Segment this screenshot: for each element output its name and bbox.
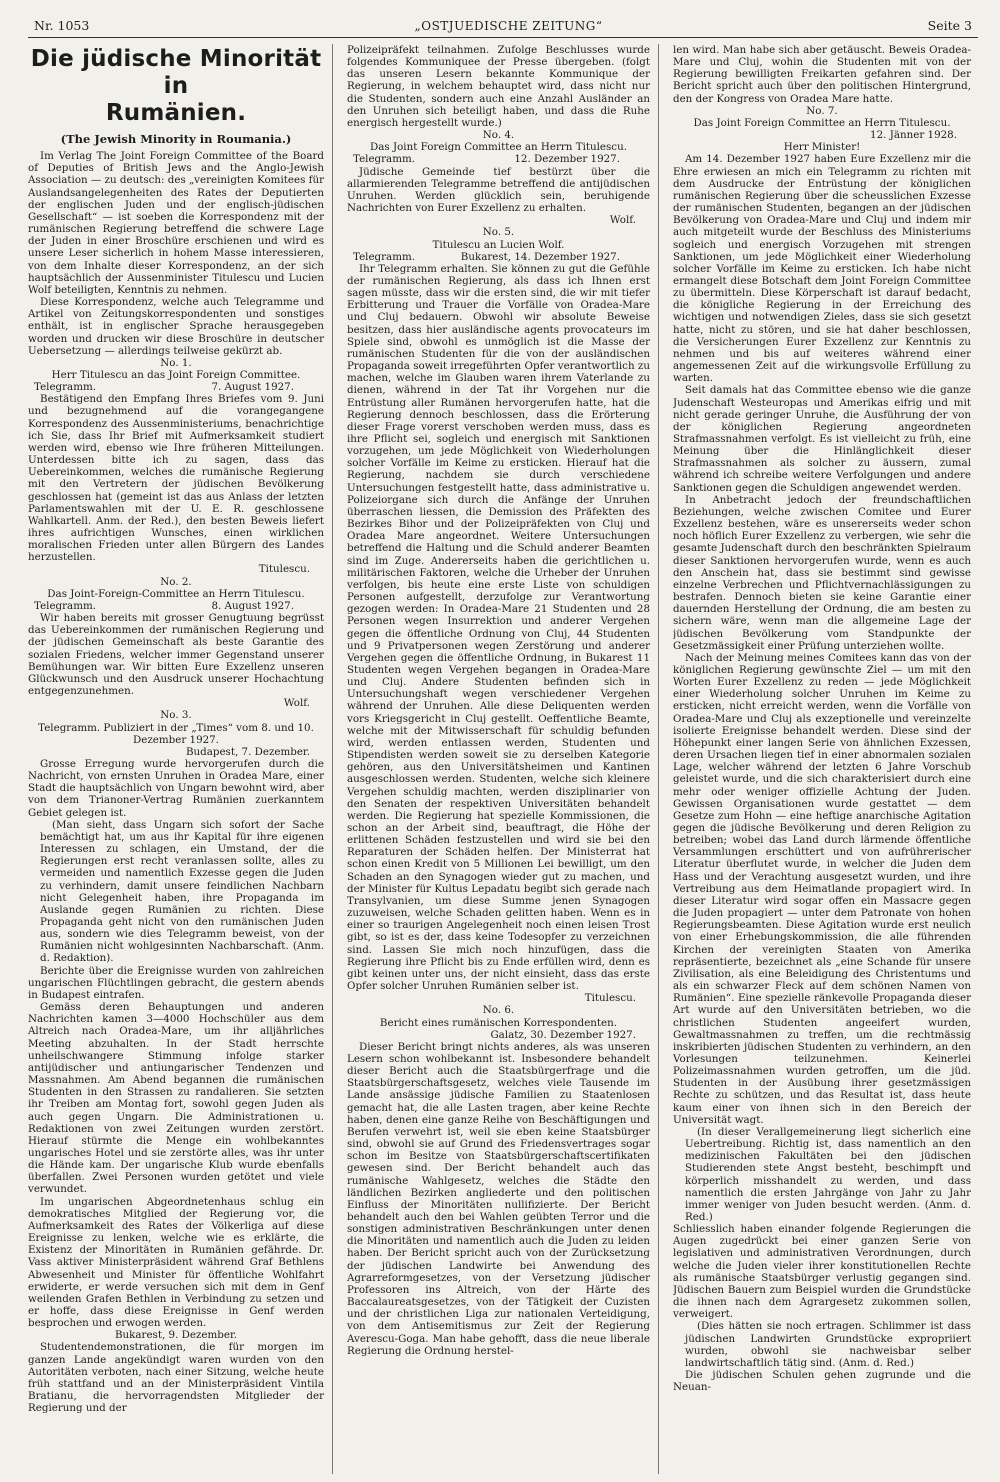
telegram-line	[28, 600, 324, 612]
paragraph: Polizeipräfekt teilnahmen. Zufolge Beschlusses wurde folgendes Kommuniquee der Presse übergeben. (folgt das unseren Lesern bekannte Kommunique der Regierung, in welchem behauptet wird, dass nicht nur die Studenten, sondern auch eine Anzahl Ausländer an den Unruhen sich beteiligt haben, und dass die Ruhe energisch hergestellt wurde.)	[347, 44, 650, 129]
dateline: 12. Jänner 1928.	[870, 129, 957, 142]
article-columns	[28, 44, 978, 1474]
paragraph: Dieser Bericht bringt nichts anderes, als was unseren Lesern schon wohlbekannt ist. Insbesondere behandelt dieser Bericht auch die Staatsbürgerfrage und die Staatsbürgerschaftsgesetz, welches viele Tausende im Lande ansässige jüdische Familien zu Staatenlosen gemacht hat, die alle Lasten tragen, aber keine Rechte haben, denen eine ganze Reihe von Beschäftigungen und Berufen verwehrt ist, weil sie eben keine Staatsbürger sind, obwohl sie auf Grund des Friedensvertrages sogar schon im Besitze von Staatsbürgerschaftscertifikaten gewesen sind. Der Bericht behandelt auch das rumänische Wahlgesetz, welches die Städte den ländlichen Bezirken angliederte und den politischen Einfluss der Minoritäten nullifizierte. Der Bericht behandelt auch den bei Wahlen geübten Terror und die sonstigen administrativen Beschränkungen unter denen die Minoritäten und namentlich auch die Juden zu leiden haben. Der Bericht spricht auch von der Zurücksetzung der jüdischen Landwirte bei Anwendung des Agrarreformgesetzes, von der Versetzung jüdischer Professoren ins Altreich, von der Härte des Baccalaureatsgesetzes, von der Tätigkeit der Cuzisten und der christlichen Liga zur nationalen Verteidigung, von dem Antisemitismus zur Zeit der Regierung Averescu-Goga. Man habe gehofft, dass die neue liberale Regierung die Ordnung herstel-	[347, 1040, 650, 1357]
paragraph: Nach der Meinung meines Comitees kann das von der königlichen Regierung gewünschte Ziel — um mit den Worten Eurer Exzellenz zu reden — jede Möglichkeit einer Wiederholung solcher Unruhen im Keime zu ersticken, nicht erreicht werden, wenn die Vorfälle von Oradea-Mare und Cluj als exzeptionelle und vereinzelte isolierte Ereignisse behandelt werden. Diese sind der Höhepunkt einer langen Serie von ähnlichen Exzessen, deren Ursachen liegen tief in einer abnormalen sozialen Lage, welcher während der letzten 6 Jahre Vorschub geleistet wurde, und die sich charakterisiert durch eine mehr oder weniger offizielle Achtung der Juden. Gewissen Organisationen wurde gestattet — dem Gesetze zum Hohn — eine heftige anarchische Agitation gegen die jüdische Bevölkerung und deren Religion zu betreiben; wobei das Land durch lärmende öffentliche Versammlungen erschüttert und von aufrührerischer Literatur überflutet wurde, in welcher die Juden dem Hass und der Verachtung ausgesetzt wurden, und ihre Vertreibung aus dem Heimatlande propagiert wird. In dieser Literatur wird sogar offen ein Massacre gegen die Juden propagiert — unter dem Patronate von hohen Regierungsbeamten. Diese Agitation wurde erst neulich von einer Erhebungskommission, die alle führenden Kirchen der vereinigten Staaten von Amerika repräsentierte, bezeichnet als „eine Schande für unsere Zivilisation, als eine Beleidigung des Christentums und als ein schwarzer Fleck auf dem schönen Namen von Rumänien“. Eine spezielle ränkevolle Propaganda dieser Art wurde auf den Universitäten betrieben, wo die christlichen Studenten angeeifert wurden, Gewaltmassnahmen zu treffen, um die rechtmässig inskribierten jüdischen Studenten zu verhindern, an den Vorlesungen teilzunehmen. Keinerlei Polizeimassnahmen wurden getroffen, um die jüd. Studenten in der Ausübung ihrer gesetzmässigen Rechte zu schützen, und das Resultat ist, dass heute kaum einer von ihnen sich in den Bereich der Universität wagt.	[673, 651, 971, 1126]
paragraph: Seit damals hat das Committee ebenso wie die ganze Judenschaft Westeuropas und Amerikas eifrig und mit nicht gerade geringer Unruhe, die Ausführung der von der königlichen Regierung angeordneten Strafmassnahmen verfolgt. Es ist vielleicht zu früh, eine Meinung über die Hinlänglichkeit dieser Strafmassnahmen als solcher zu äussern, zumal während ich schreibe weitere Verfolgungen und andere Sanktionen gegen die Schuldigen angewendet werden.	[673, 384, 971, 494]
paragraph: Ihr Telegramm erhalten. Sie können zu gut die Gefühle der rumänischen Regierung, als dass ich Ihnen erst sagen müsste, dass wir die ersten sind, die wir mit tiefer Erbitterung und Trauer die Vorfälle von Oradea-Mare und Cluj bedauern. Obwohl wir absolute Beweise besitzen, dass hier ausländische agents provocateurs im Spiele sind, obwohl es unmöglich ist die Masse der rumänischen Studenten für die von der ausländischen Propaganda soweit irregeführten Opfer verantwortlich zu machen, welche im Glauben waren ihrem Vaterlande zu dienen, während in der Tat ihr Vorgehen nur die Entrüstung aller Rumänen hervorgerufen hatte, hat die Regierung dennoch beschlossen, dass die Erörterung dieser Frage vorerst verschoben werden muss, dass es ihre Pflicht sei, sogleich und energisch mit Sanktionen vorzugehen, um jede Möglichkeit von Wiederholungen solcher Vorfälle im Keime zu ersticken. Hierauf hat die Regierung, nachdem sie durch verschiedene Untersuchungen festgestellt hatte, dass administrative u. Polizeiorgane sich durch die Anfänge der Unruhen überraschen liessen, die Demission des Präfekten des Bezirkes Bihor und der Polizeipräfekten von Cluj und Oradea Mare angeordnet. Weitere Untersuchungen betreffend die Haltung und die Schuld anderer Beamten sind im Zuge. Andererseits haben die gerichtlichen u. militärischen Faktoren, welche die Urheber der Unruhen verfolgen, bis heute eine erste Liste von schuldigen Personen aufgestellt, derzufolge zur Verantwortung gezogen werden: In Oradea-Mare 21 Studenten und 28 Personen wegen Insurrektion und anderer Vergehen gegen die öffentliche Ordnung von Cluj, 44 Studenten und 9 Privatpersonen wegen Zerstörung und anderer Vergehen gegen die öffentliche Ordnung, in Bukarest 11 Studenten wegen Vergehen begangen in Oradea-Mare und Cluj. Andere Studenten befinden sich in Untersuchungshaft wegen verschiedener Vergehen während der Unruhen. Alle diese Deliquenten werden vors Kriegsgericht in Cluj gestellt. Oeffentliche Beamte, welche mit der Mitwisserschaft für schuldig befunden wird, werden entlassen werden, Studenten und Stipendisten werden soweit sie zu derselben Kategorie gehören, aus den Universitätsheimen und Kantinen ausgeschlossen werden. Studenten, welche sich kleinere Vergehen schuldig machten, werden disziplinarier von den Senaten der respektiven Universitäten behandelt werden. Die Regierung hat spezielle Kommissionen, die schon an der Arbeit sind, beauftragt, die Höhe der erlittenen Schäden festzustellen und wird sie bei den Reparaturen der Schäden helfen. Der Ministerrat hat schon einen Kredit von 5 Millionen Lei bewilligt, um den Schaden an den Synagogen wieder gut zu machen, und der Minister für Kultus Lepadatu begibt sich gerade nach Transylvanien, um diese Summe jenen Synagogen zuzuweisen, welche Schaden gelitten haben. Wenn es in einer so traurigen Angelegenheit noch einen leisen Trost gibt, so ist es der, dass keine Todesopfer zu verzeichnen sind. Lassen Sie mich noch hinzufügen, dass die Regierung ihre Pflicht bis zu Ende erfüllen wird, denn es gibt keinen unter uns, der nicht einsieht, dass das erste Opfer solcher Unruhen Rumänien selber ist.	[347, 262, 650, 993]
section-heading: Das Joint-Foreign-Committee an Herrn Titulescu.	[47, 587, 305, 600]
column-2	[347, 44, 659, 1474]
column-3	[673, 44, 971, 1474]
telegram-date: Bukarest, 14. Dezember 1927.	[460, 250, 620, 263]
newspaper-name: „OSTJUEDISCHE ZEITUNG“	[414, 19, 603, 33]
paragraph: Wir haben bereits mit grosser Genugtuung begrüsst das Uebereinkommen der rumänischen Regierung und der jüdischen Gemeinschaft als beste Garantie des sozialen Friedens, welcher immer Gegenstand unserer Bemühungen war. Wir bitten Eure Exzellenz unseren Glückwunsch und den Ausdruck unserer Hochachtung entgegenzunehmen.	[28, 612, 324, 698]
paragraph: Grosse Erregung wurde hervorgerufen durch die Nachricht, von ernsten Unruhen in Oradea Mare, einer Stadt die hauptsächlich von Ungarn bewohnt wird, aber von dem Trianoner-Vertrag Rumänien zuerkanntem Gebiet gelegen ist.	[28, 757, 324, 819]
signature: Titulescu.	[584, 992, 636, 1005]
telegram-date: 7. August 1927.	[211, 381, 294, 394]
paragraph: len wird. Man habe sich aber getäuscht. Beweis Oradea-Mare und Cluj, wohin die Studenten mit von der Regierung bewilligten Freikarten gefahren sind. Der Bericht spricht auch über den politischen Hintergrund, den der Kongress von Oradea Mare hatte.	[673, 44, 971, 105]
section-heading: Das Joint Foreign Committee an Herrn Titulescu.	[370, 141, 627, 154]
section-heading: Titulescu an Lucien Wolf.	[432, 238, 565, 251]
editor-note: (Dies hätten sie noch ertragen. Schlimmer ist dass jüdischen Landwirten Grundstücke expropriiert wurden, obwohl sie nachweisbar selber landwirtschaftlich tätig sind. (Anm. d. Red.)	[685, 1320, 971, 1369]
page-number: Seite 3	[927, 18, 972, 33]
section-heading: Herr Titulescu an das Joint Foreign Committee.	[51, 368, 301, 381]
paragraph: Diese Korrespondenz, welche auch Telegramme und Artikel von Zeitungskorrespondenten und sonstiges enthält, ist in englischer Sprache herausgegeben worden und drucken wir diese Broschüre in deutscher Uebersetzung — allerdings teilweise gekürzt ab.	[28, 296, 324, 357]
telegram-line	[347, 251, 650, 263]
paragraph: Im ungarischen Abgeordnetenhaus schlug ein demokratisches Mitglied der Regierung vor, die Aufmerksamkeit des Rates der Völkerliga auf diese Ereignisse zu lenken, welche wie es erklärte, die Existenz der Minoritäten in Rumänien gefährde. Dr. Vass aktiver Ministerpräsident während Graf Bethlens Abwesenheit und Minister für öffentliche Wohlfahrt erwiderte, er werde versuchen sich mit dem in Genf weilenden Grafen Bethlen in Verbindung zu setzen und er hoffe, dass diese Ereignisse in Genf werden besprochen und erwogen werden.	[28, 1195, 324, 1330]
section-number: No. 7.	[806, 104, 838, 117]
paragraph: In Anbetracht jedoch der freundschaftlichen Beziehungen, welche zwischen Comitee und Eurer Exzellenz bestehen, wäre es unsererseits weder schon noch höflich Eurer Exzellenz zu verbergen, wie sehr die gesamte Judenschaft durch den beschränkten Spielraum dieser Sanktionen hervorgerufen wurde, wenn es auch den Anschein hat, dass sie bestimmt sind gewisse einzelne Verbrechen und Pflichtvernachlässigungen zu bestrafen. Dennoch bieten sie keine Garantie einer dauernden Herstellung der Ordnung, die am besten zu sichern wäre, wenn man die allgemeine Lage der jüdischen Bevölkerung vom Standpunkte der Gesetzmässigkeit einer Prüfung unterziehen wollte.	[673, 493, 971, 652]
signature: Wolf.	[609, 214, 636, 227]
paragraph: Am 14. Dezember 1927 haben Eure Exzellenz mir die Ehre erwiesen an mich ein Telegramm zu richten mit dem Ausdrucke der Entrüstung der königlichen rumänischen Regierung über die scheusslichen Exzesse der rumänischen Studenten, begangen an der jüdischen Bevölkerung von Oradea-Mare und Cluj und indem mir auch mitgeteilt wurde der Beschluss des Ministeriums sogleich und energisch Vorzugehen mit strengen Sanktionen, um jede Möglichkeit einer Wiederholung solcher Vorfälle im Keime zu ersticken. Ich habe nicht ermangelt diese Botschaft dem Joint Foreign Committee zu übermitteln. Diese Körperschaft ist darauf bedacht, die königliche Regierung in der Erreichung des wichtigen und notwendigen Zieles, dass sie sich gesetzt hatte, nicht zu stören, und sie hat daher beschlossen, die Versicherungen Eurer Exzellenz zur Kenntnis zu nehmen und bis auf weiteres während einer angemessenen Zeit auf die wirkungsvolle Erfüllung zu warten.	[673, 153, 971, 385]
telegram-date: 12. Dezember 1927.	[514, 153, 620, 166]
header-rule	[28, 37, 978, 38]
dateline: Galatz, 30. Dezember 1927.	[490, 1028, 636, 1041]
page-header	[28, 18, 978, 37]
article-title-line-1: Die jüdische Minorität in	[30, 46, 322, 99]
paragraph: Die jüdischen Schulen gehen zugrunde und die Neuan-	[673, 1369, 971, 1394]
issue-number: Nr. 1053	[34, 18, 90, 33]
section-number: No. 1.	[160, 356, 192, 369]
article-title	[28, 46, 324, 127]
dateline: Budapest, 7. Dezember.	[185, 745, 310, 758]
section-number: No. 5.	[482, 226, 515, 239]
article-subtitle: (The Jewish Minority in Roumania.)	[60, 132, 292, 146]
editor-note: (Man sieht, dass Ungarn sich sofort der Sache bemächtigt hat, um aus ihr Kapital für ihre eigenen Interessen zu schlagen, ein Umstand, der die Regierungen erst recht veranlassen sollte, alles zu vermeiden und namentlich Exzesse gegen die Juden zu verhindern, damit unsere feindlichen Nachbarn nicht Gelegenheit haben, ihre Propaganda im Auslande gegen Rumänien zu richten. Diese Propaganda geht nicht von den rumänischen Juden aus, sondern wie dies Telegramm beweist, von der Rumänien nicht wohlgesinnten Nachbarschaft. (Anm. d. Redaktion).	[40, 818, 324, 965]
column-1	[28, 44, 333, 1474]
editor-note: (In dieser Verallgemeinerung liegt sicherlich eine Uebertreibung. Richtig ist, dass namentlich an den medizinischen Fakultäten bei den jüdischen Studierenden stete Angst besteht, beschimpft und körperlich misshandelt zu werden, und dass namentlich die ersten Jahrgänge von Jahr zu Jahr immer weniger von Juden besucht werden. (Anm. d. Red.)	[685, 1125, 971, 1223]
section-number: No. 3.	[160, 709, 192, 722]
dateline: Bukarest, 9. Dezember.	[114, 1329, 238, 1342]
paragraph: Jüdische Gemeinde tief bestürzt über die allarmierenden Telegramme betreffend die antijüdischen Unruhen. Werden glücklich sein, beruhigende Nachrichten von Eurer Exzellenz zu erhalten.	[347, 165, 650, 215]
paragraph: Schliesslich haben einander folgende Regierungen die Augen zugedrückt bei einer ganzen Serie von legislativen und administrativen Verordnungen, durch welche die Juden vieler ihrer konstitutionellen Rechte als rumänische Staatsbürger verlustig gegangen sind. Jüdischen Bauern zum Beispiel wurden die Grundstücke die ihnen nach dem Agrargesetz zukommen sollen, verweigert.	[673, 1223, 971, 1321]
telegram-label: Telegramm.	[34, 381, 97, 394]
paragraph: Bestätigend den Empfang Ihres Briefes vom 9. Juni und bezugnehmend auf die vorangegangene Korrespondenz des Aussenministeriums, benachrichtige ich Sie, dass Ihr Brief mit Aufmerksamkeit studiert werden wird, ebenso wie Ihre früheren Mitteilungen. Unterdessen bitte ich zu sagen, dass das Uebereinkommen, welches die rumänische Regierung mit den Vertretern der jüdischen Bevölkerung geschlossen hat (gemeint ist das aus Anlass der letzten Parlamentswahlen mit der U. E. R. geschlossene Wahlkartell. Anm. der Red.), den besten Beweis liefert ihres aufrichtigen Wunsches, einen wirklichen moralischen Frieden unter allen Bürgern des Landes herzustellen.	[28, 393, 324, 564]
section-number: No. 6.	[482, 1004, 515, 1017]
section-number: No. 4.	[482, 129, 515, 142]
article-title-line-2: Rumänien.	[105, 100, 247, 126]
paragraph: Im Verlag The Joint Foreign Committee of the Board of Deputies of British Jews and the Anglo-Jewish Association — zu deutsch: des „vereinigten Komitees für Auslandsangelegenheiten des Rates der Deputierten der englischen Juden und der englisch-jüdischen Gesellschaft“ — ist soeben die Korrespondenz mit der rumänischen Regierung betreffend die schwere Lage der Juden in einer Broschüre erschienen und wird es unsere Leser sicherlich in hohem Masse interessieren, von dem Inhalte dieser Korrespondenz, an der sich hauptsächlich der Aussenminister Titulescu und Lucien Wolf beteiligten, Kenntnis zu nehmen.	[28, 150, 324, 296]
signature: Titulescu.	[258, 563, 310, 576]
telegram-label: Telegramm.	[353, 250, 416, 263]
telegram-label: Telegramm.	[34, 599, 97, 612]
telegram-line	[28, 381, 324, 393]
telegram-line	[347, 153, 650, 165]
paragraph: Berichte über die Ereignisse wurden von zahlreichen ungarischen Flüchtlingen gebracht, die gestern abends in Budapest eintrafen.	[28, 964, 324, 1001]
telegram-label: Telegramm.	[353, 153, 416, 166]
section-heading: Telegramm. Publiziert in der „Times“ vom 8. und 10. Dezember 1927.	[38, 721, 314, 746]
section-heading: Das Joint Foreign Committee an Herrn Titulescu.	[693, 116, 951, 129]
section-number: No. 2.	[160, 575, 192, 588]
section-heading: Bericht eines rumänischen Korrespondenten.	[379, 1016, 618, 1029]
paragraph: Studentendemonstrationen, die für morgen im ganzen Lande angekündigt waren wurden von den Autoritäten verboten, nach einer Sitzung, welche heute früh stattfand und an der Ministerpräsident Vintila Bratianu, die hervorragendsten Mitglieder der Regierung und der	[28, 1341, 324, 1415]
salutation: Herr Minister!	[783, 141, 861, 154]
telegram-date: 8. August 1927.	[211, 599, 294, 612]
paragraph: Gemäss deren Behauptungen und anderen Nachrichten kamen 3—4000 Hochschüler aus dem Altreich nach Oradea-Mare, um ihr alljährliches Meeting abzuhalten. In der Stadt herrschte unheilschwangere Stimmung infolge starker antijüdischer und antiungarischer Tendenzen und Massnahmen. Am Abend begannen die rumänischen Studenten in den Strassen zu randalieren. Sie setzten ihr Treiben am Montag fort, sowohl gegen Juden als auch gegen Ungarn. Die Administrationen u. Redaktionen von zwei Zeitungen wurden zerstört. Hierauf stürmte die Menge ein wohlbekanntes ungarisches Hotel und sie zerstörte alles, was ihr unter die Hände kam. Der ungarische Klub wurde ebenfalls überfallen. Zwei Personen wurden getötet und viele verwundet.	[28, 1001, 324, 1196]
signature: Wolf.	[283, 697, 310, 710]
